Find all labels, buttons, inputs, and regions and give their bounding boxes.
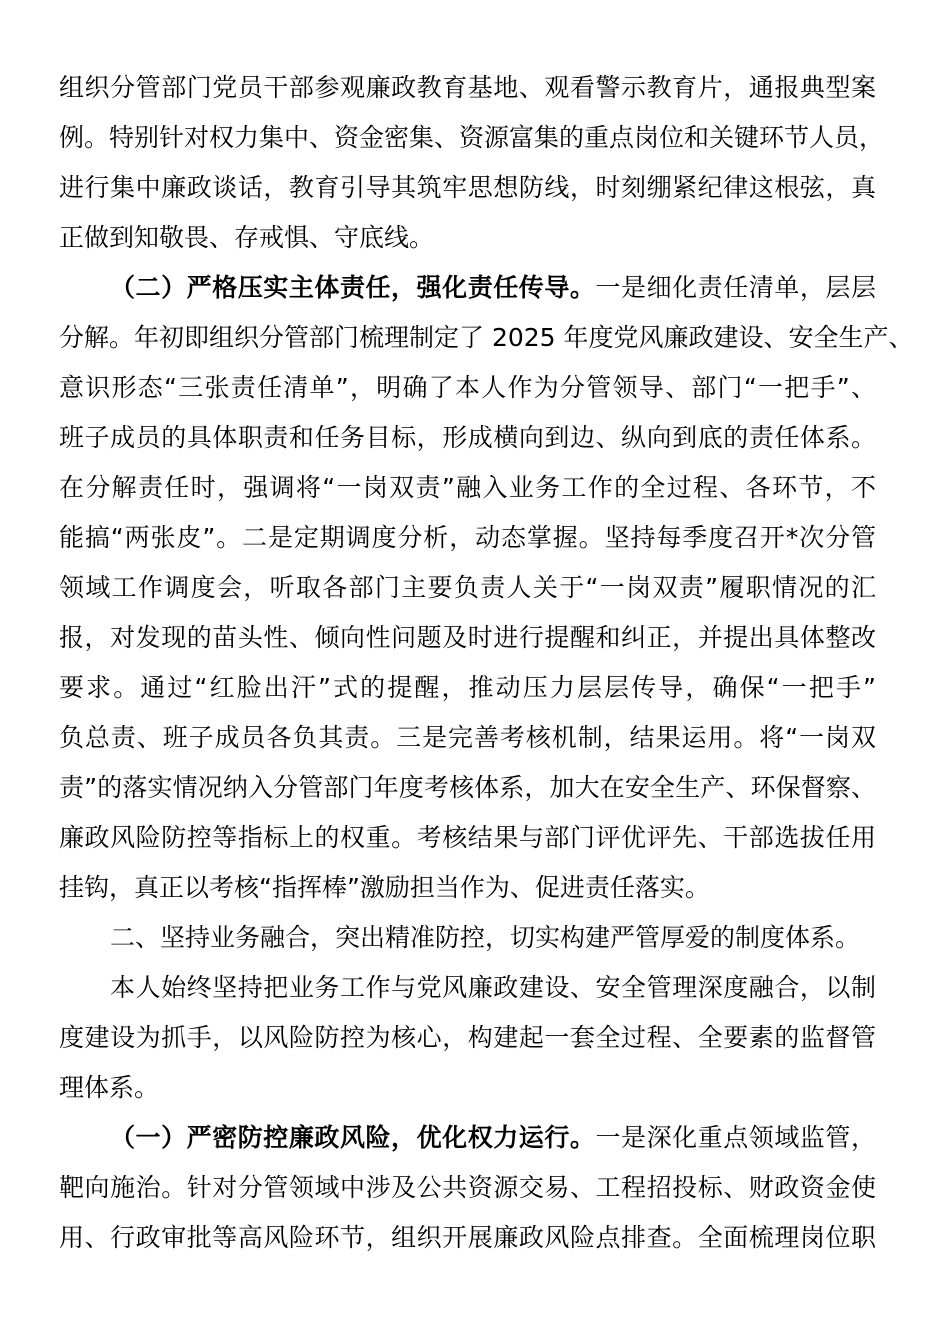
body-text-line: 靶向施治。针对分管领域中涉及公共资源交易、工程招投标、财政资金使 [59, 1173, 876, 1202]
body-text-line: 进行集中廉政谈话，教育引导其筑牢思想防线，时刻绷紧纪律这根弦，真 [59, 173, 876, 202]
body-text-line: 能搞“两张皮”。二是定期调度分析，动态掌握。坚持每季度召开*次分管 [59, 523, 876, 552]
body-text-line: 度建设为抓手，以风险防控为核心，构建起一套全过程、全要素的监督管 [59, 1023, 876, 1052]
subsection-heading-line [110, 263, 876, 313]
body-text-line: 本人始终坚持把业务工作与党风廉政建设、安全管理深度融合，以制 [110, 973, 876, 1002]
body-text-line: 要求。通过“红脸出汗”式的提醒，推动压力层层传导，确保“一把手” [59, 673, 876, 702]
body-text-line: 责”的落实情况纳入分管部门年度考核体系，加大在安全生产、环保督察、 [59, 773, 876, 802]
body-text-line: 在分解责任时，强调将“一岗双责”融入业务工作的全过程、各环节，不 [59, 473, 876, 502]
body-text-line: 领域工作调度会，听取各部门主要负责人关于“一岗双责”履职情况的汇 [59, 573, 876, 602]
subsection-heading-2: （二）严格压实主体责任，强化责任传导。 [110, 273, 596, 302]
body-text-line: 负总责、班子成员各负其责。三是完善考核机制，结果运用。将“一岗双 [59, 723, 876, 752]
section-heading: 二、坚持业务融合，突出精准防控，切实构建严管厚爱的制度体系。 [110, 923, 861, 952]
body-text-line: 班子成员的具体职责和任务目标，形成横向到边、纵向到底的责任体系。 [59, 423, 876, 452]
body-text-line: 例。特别针对权力集中、资金密集、资源富集的重点岗位和关键环节人员， [59, 123, 885, 152]
subsection-heading-1: （一）严密防控廉政风险，优化权力运行。 [110, 1123, 596, 1152]
body-text-line: 挂钩，真正以考核“指挥棒”激励担当作为、促进责任落实。 [59, 873, 710, 902]
body-text-run: 一是深化重点领域监管， [595, 1123, 876, 1152]
body-text-line: 分解。年初即组织分管部门梳理制定了 2025 年度党风廉政建设、安全生产、 [59, 323, 914, 352]
body-text-run: 一是细化责任清单，层层 [595, 273, 876, 302]
body-text-line: 理体系。 [59, 1073, 160, 1102]
body-text-line: 报，对发现的苗头性、倾向性问题及时进行提醒和纠正，并提出具体整改 [59, 623, 876, 652]
body-text-line: 正做到知敬畏、存戒惧、守底线。 [59, 223, 435, 252]
body-text-line: 廉政风险防控等指标上的权重。考核结果与部门评优评先、干部选拔任用 [59, 823, 876, 852]
body-text-line: 组织分管部门党员干部参观廉政教育基地、观看警示教育片，通报典型案 [59, 73, 876, 102]
body-text-line: 意识形态“三张责任清单”，明确了本人作为分管领导、部门“一把手”、 [59, 373, 876, 402]
subsection-heading-line [110, 1113, 876, 1163]
body-text-line: 用、行政审批等高风险环节，组织开展廉政风险点排查。全面梳理岗位职 [59, 1223, 876, 1252]
